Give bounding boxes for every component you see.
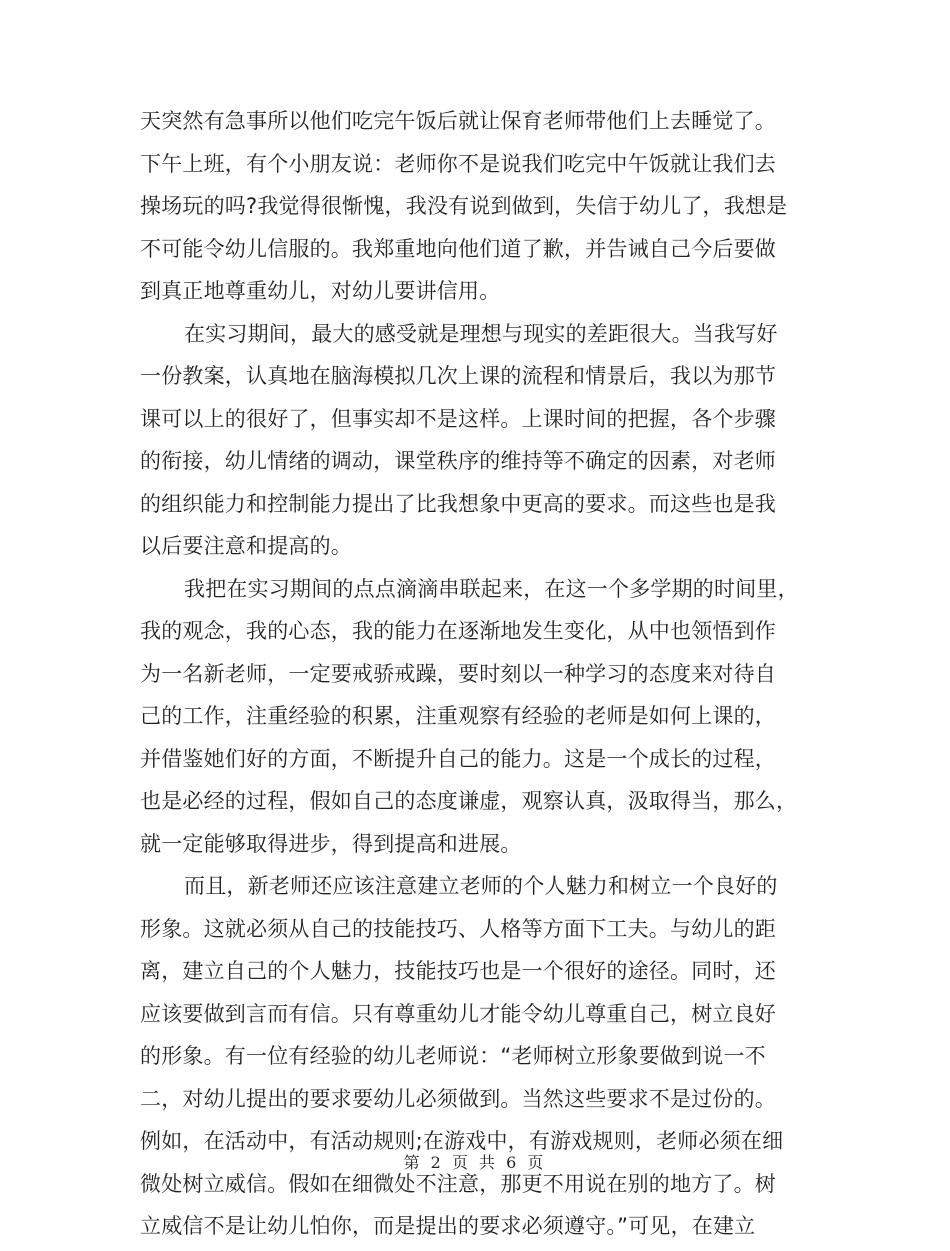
text-line: 在实习期间，最大的感受就是理想与现实的差距很大。当我写好: [184, 321, 778, 346]
text-line: 操场玩的吗?我觉得很惭愧，我没有说到做到，失信于幼儿了，我想是: [140, 194, 788, 218]
text-line: 到真正地尊重幼儿，对幼儿要讲信用。: [140, 279, 501, 303]
text-line: 就一定能够取得进步，得到提高和进展。: [140, 831, 522, 856]
text-line: 课可以上的很好了，但事实却不是这样。上课时间的把握，各个步骤: [140, 406, 776, 431]
text-line: 下午上班，有个小朋友说：老师你不是说我们吃完中午饭就让我们去: [140, 151, 776, 176]
text-line: 以后要注意和提高的。: [140, 534, 352, 558]
text-line: 微处树立威信。假如在细微处不注意，那更不用说在别的地方了。树: [140, 1171, 776, 1196]
text-line: 天突然有急事所以他们吃完午饭后就让保育老师带他们上去睡觉了。: [140, 109, 776, 133]
text-line: 而且，新老师还应该注意建立老师的个人魅力和树立一个良好的: [184, 874, 778, 898]
text-line: 并借鉴她们好的方面，不断提升自己的能力。这是一个成长的过程，: [140, 746, 776, 771]
text-line: 应该要做到言而有信。只有尊重幼儿才能令幼儿尊重自己，树立良好: [140, 1001, 776, 1026]
text-line: 形象。这就必须从自己的技能技巧、人格等方面下工夫。与幼儿的距: [140, 916, 776, 941]
text-line: 不可能令幼儿信服的。我郑重地向他们道了歉，并告诫自己今后要做: [140, 236, 776, 261]
text-line: 二，对幼儿提出的要求要幼儿必须做到。当然这些要求不是过份的。: [140, 1086, 776, 1111]
paragraph: [140, 571, 810, 862]
text-line: 离，建立自己的个人魅力，技能技巧也是一个很好的途径。同时，还: [140, 959, 776, 983]
text-line: 我把在实习期间的点点滴滴串联起来，在这一个多学期的时间里，: [184, 576, 799, 601]
page-footer: 第 2 页 共 6 页: [403, 1153, 547, 1172]
text-line: 我的观念，我的心态，我的能力在逐渐地发生变化，从中也领悟到作: [140, 619, 776, 643]
text-line: 为一名新老师，一定要戒骄戒躁，要时刻以一种学习的态度来对待自: [140, 661, 776, 686]
document-body: [140, 103, 810, 1251]
text-line: 一份教案，认真地在脑海模拟几次上课的流程和情景后，我以为那节: [140, 364, 776, 388]
paragraph: [140, 868, 810, 1244]
paragraph: [140, 103, 810, 309]
text-line: 的组织能力和控制能力提出了比我想象中更高的要求。而这些也是我: [140, 491, 776, 516]
text-line: 己的工作，注重经验的积累，注重观察有经验的老师是如何上课的，: [140, 704, 776, 728]
text-line: 的衔接，幼儿情绪的调动，课堂秩序的维持等不确定的因素，对老师: [140, 449, 776, 473]
text-line: 的形象。有一位有经验的幼儿老师说：“老师树立形象要做到说一不: [140, 1044, 766, 1068]
paragraph: [140, 316, 810, 565]
text-line: 例如，在活动中，有活动规则;在游戏中，有游戏规则，老师必须在细: [140, 1129, 784, 1153]
text-line: 立威信不是让幼儿怕你，而是提出的要求必须遵守。”可见，在建立: [140, 1214, 756, 1238]
text-line: 也是必经的过程，假如自己的态度谦虚，观察认真，汲取得当，那么，: [140, 789, 798, 813]
